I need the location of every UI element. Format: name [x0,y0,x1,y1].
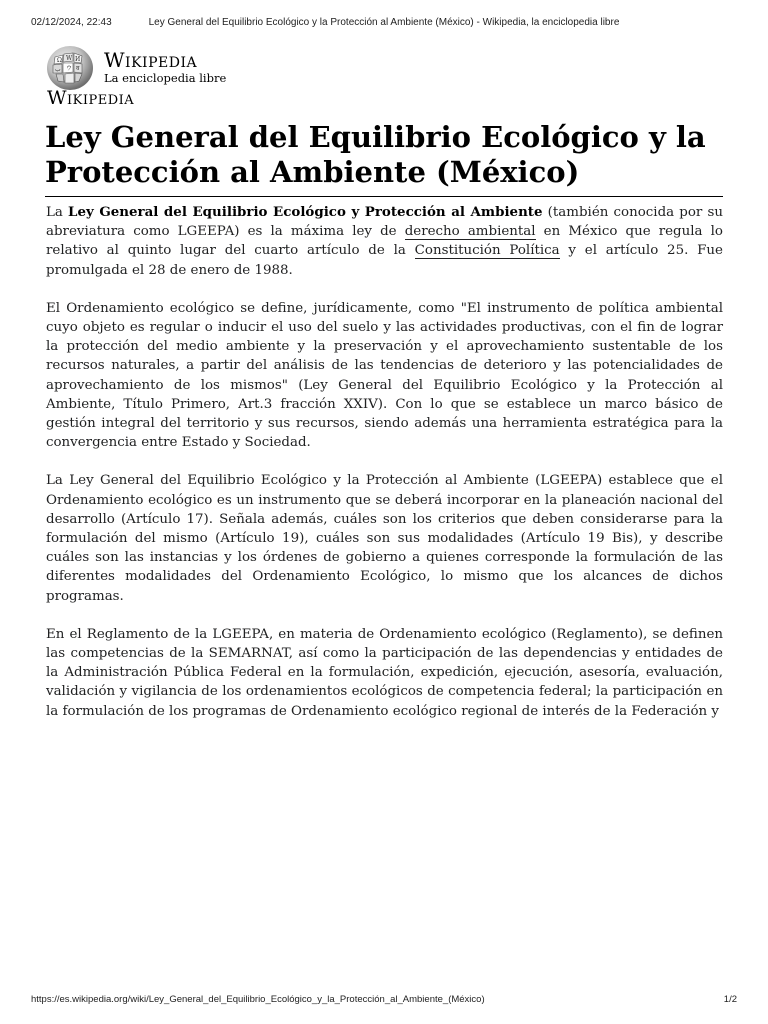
svg-text:ب: ب [55,66,61,73]
svg-text:И: И [75,56,81,63]
p1-text-4: y el artículo 25. Fue promulgada el 28 de enero de 1988. [46,243,723,278]
p1-text-2: (también conocida por su abreviatura como LGEEPA) es la máxima ley de [46,205,723,240]
print-page-url: https://es.wikipedia.org/wiki/Ley_General_del_Equilibrio_Ecológico_y_la_Protección_al_Ambiente_(México) [31,994,485,1005]
page-title: Ley General del Equilibrio Ecológico y la Protección al Ambiente (México) [45,120,706,189]
wikipedia-logo[interactable] [45,43,305,113]
p1-text-3: en México que regula lo relativo al quinto lugar del cuarto artículo de la [46,224,723,259]
wikipedia-wordmark: Wikipedia [104,48,198,72]
article-paragraph-2: El Ordenamiento ecológico se define, jurídicamente, como "El instrumento de política ambiental cuyo objeto es regular o inducir el uso del suelo y las actividades productivas, con el fin de lograr la protección del medio ambiente y la preservación y el aprovechamiento sustentable de los recursos naturales, a partir del análisis de las tendencias de deterioro y las potencialidades de aprovechamiento de los mismos" (Ley General del Equilibrio Ecológico y la Protección al Ambiente, Título Primero, Art.3 fracción XXIV). Con lo que se establece un marco básico de gestión integral del territorio y sus recursos, siendo además una herramienta estratégica para la convergencia entre Estado y Sociedad. [46,300,723,451]
article-content [46,203,723,740]
article-paragraph-3: La Ley General del Equilibrio Ecológico y la Protección al Ambiente (LGEEPA) establece que el Ordenamiento ecológico es un instrumento que se deberá incorporar en la planeación nacional del desarrollo (Artículo 17). Señala además, cuáles son los criterios que deben considerarse para la formulación del mismo (Artículo 19), cuáles son sus modalidades (Artículo 19 Bis), y describe cuáles son las instancias y los órdenes de gobierno a quienes corresponde la formulación de las diferentes modalidades del Ordenamiento Ecológico, lo mismo que los alcances de dichos programas. [46,473,723,604]
title-divider [45,196,723,197]
article-paragraph-4: En el Reglamento de la LGEEPA, en materia de Ordenamiento ecológico (Reglamento), se definen las competencias de la SEMARNAT, así como la participación de las dependencias y entidades de la Administración Pública Federal en la formulación, expedición, ejecución, asesoría, evaluación, validación y vigilancia de los ordenamientos ecológicos de competencia federal; la participación en la formulación de los programas de Ordenamiento ecológico regional de interés de la Federación y [46,626,723,719]
wikipedia-tagline: La enciclopedia libre [104,71,227,85]
svg-text:W: W [66,55,73,62]
print-footer [31,994,737,1008]
article-paragraph-1 [46,203,723,280]
svg-text:व: व [76,65,80,72]
svg-text:Ω: Ω [57,57,62,64]
wikipedia-wordmark-large: Wikipedia [47,87,135,109]
print-page-indicator: 1/2 [723,994,737,1005]
link-constitucion-politica[interactable]: Constitución Política [414,243,560,259]
link-derecho-ambiental[interactable]: derecho ambiental [404,224,536,240]
wikipedia-globe-icon [45,45,95,91]
p1-text-1: La [46,205,69,220]
print-document-title: Ley General del Equilibrio Ecológico y la Protección al Ambiente (México) - Wikipedia, la enciclopedia libre [148,17,620,28]
print-datetime: 02/12/2024, 22:43 [31,17,112,28]
print-header [31,17,737,31]
article-subject-bold: Ley General del Equilibrio Ecológico y Protección al Ambiente [68,204,543,220]
svg-text:ウ: ウ [66,65,73,72]
